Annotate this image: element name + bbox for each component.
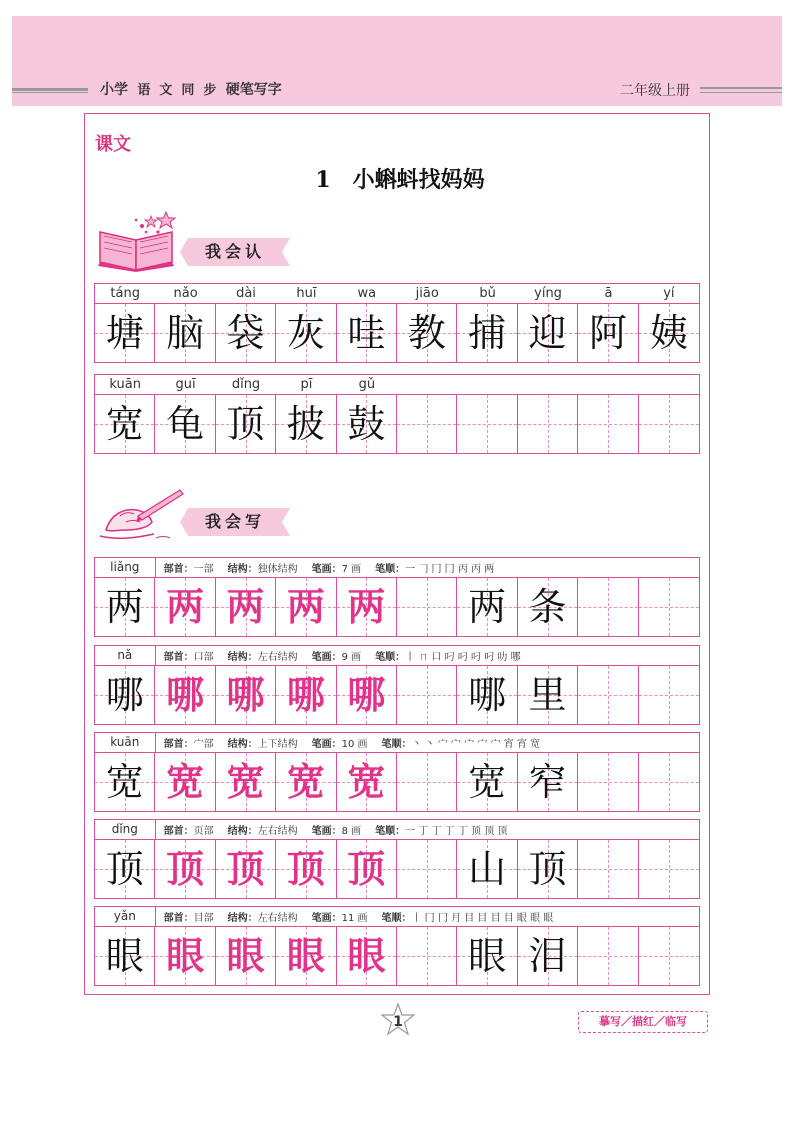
- tian-cell: [518, 753, 578, 811]
- char-info-row: [94, 819, 700, 839]
- order-label: 笔顺：: [381, 739, 412, 750]
- footer-tag: 摹写／描红／临写: [578, 1011, 708, 1033]
- recognize-grid: [94, 374, 700, 454]
- stroke-order: 一 丁 丁 丁 丁 顶 顶 顶: [405, 826, 508, 837]
- tian-cell: [155, 395, 215, 453]
- character: [578, 395, 637, 453]
- char-row: [94, 577, 700, 637]
- tian-cell: [216, 578, 276, 636]
- char-meta: [156, 822, 508, 837]
- pinyin-cell: nǎ: [95, 646, 156, 665]
- character: 顶: [528, 847, 567, 891]
- tian-cell: [95, 753, 155, 811]
- tian-cell: [337, 395, 397, 453]
- write-grid: [94, 732, 700, 812]
- character: 宽: [105, 402, 144, 446]
- tian-cell: [397, 395, 457, 453]
- tian-cell: [578, 395, 638, 453]
- tian-cell: [155, 578, 215, 636]
- tian-cell: [216, 927, 276, 985]
- character: 泪: [528, 934, 567, 978]
- character: [457, 395, 516, 453]
- character: 顶: [226, 846, 265, 891]
- tian-cell: [397, 666, 457, 724]
- tian-cell: [216, 666, 276, 724]
- character: 里: [528, 673, 567, 717]
- tian-cell: [639, 927, 699, 985]
- tian-cell: [639, 753, 699, 811]
- pinyin-cell: gǔ: [358, 377, 376, 392]
- tian-cell: [95, 578, 155, 636]
- radical-label: 部首：: [163, 739, 194, 750]
- strokes-label: 笔画：: [311, 652, 342, 663]
- character: [578, 753, 637, 811]
- page-number: 1: [393, 1014, 403, 1030]
- tian-cell: [337, 304, 397, 362]
- character: 窄: [528, 760, 567, 804]
- strokes-value: 9 画: [341, 652, 362, 663]
- tian-cell: [578, 666, 638, 724]
- character: 宽: [347, 759, 386, 804]
- tian-cell: [337, 666, 397, 724]
- character: [578, 927, 637, 985]
- character: 宽: [166, 759, 205, 804]
- tian-cell: [216, 840, 276, 898]
- char-meta: [156, 735, 541, 750]
- character: [578, 840, 637, 898]
- radical-label: 部首：: [163, 652, 194, 663]
- character: [397, 840, 456, 898]
- character: [639, 927, 699, 985]
- tian-cell: [639, 395, 699, 453]
- pinyin-cell: guī: [175, 377, 196, 392]
- character: 两: [286, 584, 325, 629]
- char-row: [94, 752, 700, 812]
- tian-cell: [276, 395, 336, 453]
- pinyin-cell: táng: [110, 286, 140, 301]
- radical-label: 部首：: [163, 913, 194, 924]
- tian-cell: [95, 304, 155, 362]
- structure-label: 结构：: [227, 564, 258, 575]
- write-grid: [94, 819, 700, 899]
- strokes-label: 笔画：: [311, 739, 342, 750]
- open-book-icon: [96, 210, 186, 272]
- tian-cell: [155, 753, 215, 811]
- pinyin-cell: [578, 375, 638, 395]
- header-rule-right-thin: [700, 92, 782, 93]
- tian-cell: [397, 753, 457, 811]
- pinyin-cell: [457, 375, 517, 395]
- pinyin-cell: ā: [604, 286, 613, 301]
- character: 顶: [347, 846, 386, 891]
- character: 两: [347, 584, 386, 629]
- pinyin-cell: pī: [300, 377, 313, 392]
- tian-cell: [276, 578, 336, 636]
- tian-cell: [578, 753, 638, 811]
- tian-cell: [639, 666, 699, 724]
- tian-cell: [337, 753, 397, 811]
- character: 塘: [105, 311, 144, 355]
- pinyin-cell: [397, 375, 457, 395]
- radical-value: 口部: [193, 652, 214, 663]
- character: 披: [286, 402, 325, 446]
- tian-cell: [457, 927, 517, 985]
- pinyin-cell: wa: [357, 286, 377, 301]
- character: 顶: [286, 846, 325, 891]
- section-label: 课文: [95, 134, 131, 155]
- order-label: 笔顺：: [375, 652, 406, 663]
- character: 哪: [347, 672, 386, 717]
- stroke-order: 丨 冂 冂 月 目 目 目 目 眼 眼 眼: [411, 913, 554, 924]
- stroke-order: 丶 丶 宀 宀 宀 宀 宀 宵 宵 宽: [411, 739, 541, 750]
- structure-value: 左右结构: [257, 913, 298, 924]
- char-info-row: [94, 906, 700, 926]
- character: 哇: [347, 311, 386, 355]
- series-circled-char: 文: [156, 81, 176, 101]
- character: 两: [468, 585, 507, 629]
- radical-value: 宀部: [193, 739, 214, 750]
- tian-cell: [639, 578, 699, 636]
- stroke-order: 一 𠃌 冂 冂 丙 丙 两: [405, 564, 495, 575]
- character: 宽: [468, 760, 507, 804]
- tian-cell: [518, 927, 578, 985]
- char-info-row: [94, 645, 700, 665]
- char-meta: [156, 648, 521, 663]
- tian-cell: [457, 840, 517, 898]
- tian-cell: [397, 578, 457, 636]
- series-circled-char: 步: [200, 81, 220, 101]
- radical-value: 目部: [193, 913, 214, 924]
- write-grid: [94, 906, 700, 986]
- tian-cell: [397, 840, 457, 898]
- character: 顶: [166, 846, 205, 891]
- structure-value: 上下结构: [257, 739, 298, 750]
- character: 眼: [468, 934, 507, 978]
- write-banner-label: 我会写: [204, 512, 265, 531]
- radical-label: 部首：: [163, 564, 194, 575]
- tian-cell: [639, 840, 699, 898]
- character: 哪: [166, 672, 205, 717]
- tian-cell: [518, 395, 578, 453]
- tian-cell: [397, 304, 457, 362]
- tian-cell: [457, 753, 517, 811]
- tian-cell: [276, 927, 336, 985]
- character: [397, 395, 456, 453]
- header-rule-left-thin: [12, 92, 88, 93]
- pinyin-row: [94, 374, 700, 394]
- character: 眼: [166, 933, 205, 978]
- char-meta: [156, 909, 554, 924]
- character: 宽: [226, 759, 265, 804]
- series-title-part1: 小学: [100, 82, 128, 98]
- pinyin-cell: yí: [663, 286, 675, 301]
- pinyin-cell: [518, 375, 578, 395]
- recognize-banner: [180, 238, 290, 266]
- character: [397, 927, 456, 985]
- structure-label: 结构：: [227, 913, 258, 924]
- write-grid: [94, 557, 700, 637]
- header-rule-left: [12, 88, 88, 91]
- pinyin-cell: jiāo: [415, 286, 439, 301]
- strokes-label: 笔画：: [311, 913, 342, 924]
- character: 脑: [166, 311, 205, 355]
- tian-cell: [457, 578, 517, 636]
- strokes-value: 10 画: [341, 739, 368, 750]
- tian-cell: [276, 666, 336, 724]
- character: [578, 578, 637, 636]
- tian-cell: [457, 304, 517, 362]
- radical-label: 部首：: [163, 826, 194, 837]
- structure-label: 结构：: [227, 652, 258, 663]
- character: 捕: [468, 311, 507, 355]
- tian-cell: [155, 927, 215, 985]
- tian-cell: [95, 927, 155, 985]
- character: 两: [166, 584, 205, 629]
- tian-cell: [216, 395, 276, 453]
- character: 龟: [166, 402, 205, 446]
- character: [639, 395, 699, 453]
- pinyin-cell: yíng: [534, 286, 562, 301]
- character: 眼: [226, 933, 265, 978]
- character: 哪: [286, 672, 325, 717]
- char-info-row: [94, 557, 700, 577]
- tian-cell: [155, 666, 215, 724]
- pinyin-row: [94, 283, 700, 303]
- character: 哪: [226, 672, 265, 717]
- char-row: [94, 926, 700, 986]
- structure-label: 结构：: [227, 739, 258, 750]
- tian-cell: [337, 927, 397, 985]
- character: [518, 395, 577, 453]
- character: 眼: [286, 933, 325, 978]
- character: 顶: [226, 402, 265, 446]
- header-rule-right: [700, 87, 782, 89]
- pinyin-cell: huī: [296, 286, 317, 301]
- character: 眼: [347, 933, 386, 978]
- write-grid: [94, 645, 700, 725]
- series-title-part2: 硬笔写字: [225, 82, 282, 98]
- structure-value: 左右结构: [257, 826, 298, 837]
- character: 教: [407, 311, 446, 355]
- structure-value: 独体结构: [257, 564, 298, 575]
- pinyin-cell: kuān: [109, 377, 141, 392]
- pinyin-cell: yǎn: [95, 907, 156, 926]
- tian-cell: [457, 666, 517, 724]
- series-circled-char: 语: [134, 81, 154, 101]
- character: [639, 666, 699, 724]
- order-label: 笔顺：: [375, 826, 406, 837]
- stroke-order: 丨 ㄇ 口 叼 叼 叼 叼 叻 哪: [405, 652, 521, 663]
- tian-cell: [578, 578, 638, 636]
- char-row: [94, 303, 700, 363]
- radical-value: 页部: [193, 826, 214, 837]
- character: 山: [468, 847, 507, 891]
- tian-cell: [518, 578, 578, 636]
- tian-cell: [578, 927, 638, 985]
- order-label: 笔顺：: [381, 913, 412, 924]
- structure-label: 结构：: [227, 826, 258, 837]
- character: 条: [528, 585, 567, 629]
- strokes-label: 笔画：: [311, 826, 342, 837]
- character: [639, 753, 699, 811]
- character: 鼓: [347, 402, 386, 446]
- structure-value: 左右结构: [257, 652, 298, 663]
- char-meta: [156, 560, 495, 575]
- character: [639, 840, 699, 898]
- tian-cell: [276, 840, 336, 898]
- tian-cell: [95, 666, 155, 724]
- character: 姨: [649, 311, 688, 355]
- character: [397, 578, 456, 636]
- pinyin-cell: dǐng: [95, 820, 156, 839]
- character: 袋: [226, 311, 265, 355]
- character: 灰: [286, 311, 325, 355]
- character: [578, 666, 637, 724]
- tian-cell: [457, 395, 517, 453]
- tian-cell: [337, 840, 397, 898]
- character: 哪: [105, 673, 144, 717]
- tian-cell: [95, 840, 155, 898]
- lesson-title: 1 小蝌蚪找妈妈: [315, 167, 485, 193]
- character: 顶: [105, 847, 144, 891]
- pinyin-cell: kuān: [95, 733, 156, 752]
- strokes-value: 11 画: [341, 913, 368, 924]
- tian-cell: [276, 304, 336, 362]
- character: [639, 578, 699, 636]
- writing-hand-icon: [96, 486, 186, 544]
- grade-label: 二年级上册: [620, 83, 690, 99]
- pinyin-cell: liǎng: [95, 558, 156, 577]
- strokes-label: 笔画：: [311, 564, 342, 575]
- character: 宽: [286, 759, 325, 804]
- tian-cell: [95, 395, 155, 453]
- character: 两: [105, 585, 144, 629]
- tian-cell: [155, 304, 215, 362]
- strokes-value: 7 画: [341, 564, 362, 575]
- character: 迎: [528, 311, 567, 355]
- char-info-row: [94, 732, 700, 752]
- pinyin-cell: nǎo: [173, 286, 198, 301]
- series-title: [100, 79, 282, 101]
- tian-cell: [276, 753, 336, 811]
- series-circled-char: 同: [178, 81, 198, 101]
- pinyin-cell: [639, 375, 699, 395]
- character: 两: [226, 584, 265, 629]
- char-row: [94, 839, 700, 899]
- tian-cell: [578, 840, 638, 898]
- tian-cell: [337, 578, 397, 636]
- char-row: [94, 665, 700, 725]
- recognize-banner-label: 我会认: [204, 242, 265, 261]
- pinyin-cell: dài: [236, 286, 256, 301]
- pinyin-cell: dǐng: [231, 377, 261, 392]
- tian-cell: [155, 840, 215, 898]
- tian-cell: [578, 304, 638, 362]
- recognize-grid: [94, 283, 700, 363]
- running-header: [12, 84, 782, 100]
- tian-cell: [216, 304, 276, 362]
- tian-cell: [397, 927, 457, 985]
- character: 眼: [105, 934, 144, 978]
- tian-cell: [216, 753, 276, 811]
- character: 宽: [105, 760, 144, 804]
- character: [397, 666, 456, 724]
- character: 哪: [468, 673, 507, 717]
- character: 阿: [588, 311, 627, 355]
- strokes-value: 8 画: [341, 826, 362, 837]
- tian-cell: [639, 304, 699, 362]
- pinyin-cell: bǔ: [479, 286, 496, 301]
- tian-cell: [518, 304, 578, 362]
- character: [397, 753, 456, 811]
- radical-value: 一部: [193, 564, 214, 575]
- tian-cell: [518, 666, 578, 724]
- write-banner: [180, 508, 290, 536]
- order-label: 笔顺：: [375, 564, 406, 575]
- char-row: [94, 394, 700, 454]
- tian-cell: [518, 840, 578, 898]
